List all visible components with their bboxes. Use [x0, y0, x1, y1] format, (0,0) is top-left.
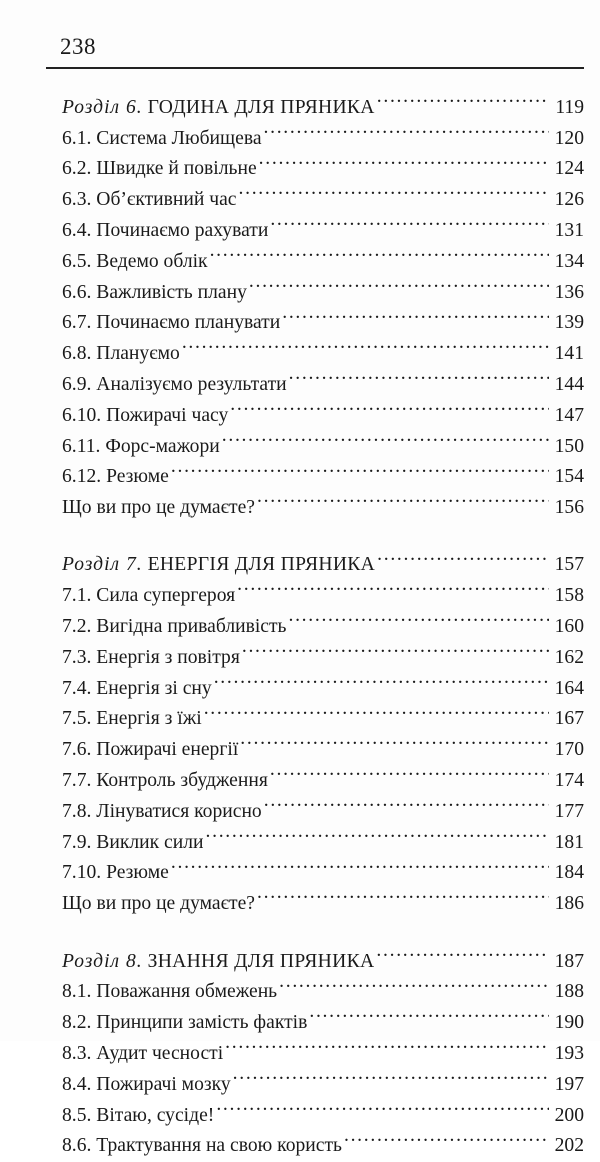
- entry-page-number: 120: [554, 127, 584, 149]
- entry-title: 6.9. Аналізуємо результати: [62, 373, 287, 395]
- dot-leader: [214, 663, 549, 694]
- page-number: 238: [60, 34, 96, 59]
- entry-page-number: 139: [554, 312, 584, 334]
- entry-title: 7.8. Лінуватися корисно: [62, 800, 262, 822]
- dot-leader: [282, 298, 548, 329]
- chapter-label: Розділ 7.: [62, 554, 143, 576]
- entry-title: 6.7. Починаємо планувати: [62, 312, 281, 334]
- entry-page-number: 167: [554, 708, 584, 730]
- dot-leader: [279, 967, 548, 998]
- entry-title: 6.1. Система Любищева: [62, 127, 262, 149]
- dot-leader: [242, 632, 549, 663]
- entry-title: 8.4. Пожирачі мозку: [62, 1073, 231, 1095]
- entry-title: 7.9. Виклик сили: [62, 831, 204, 853]
- entry-title: 8.5. Вітаю, сусіде!: [62, 1104, 215, 1126]
- entry-title: 8.3. Аудит чесності: [62, 1042, 224, 1064]
- entry-title: 8.6. Трактування на свою користь: [62, 1135, 342, 1157]
- dot-leader: [344, 1121, 549, 1152]
- dot-leader: [239, 174, 549, 205]
- entry-title: 7.5. Енергія з їжі: [62, 708, 202, 730]
- entry-page-number: 193: [554, 1042, 584, 1064]
- entry-page-number: 150: [554, 435, 584, 457]
- chapter-name: ЗНАННЯ ДЛЯ ПРЯНИКА: [147, 950, 375, 972]
- dot-leader: [376, 936, 548, 967]
- dot-leader: [182, 328, 549, 359]
- entry-page-number: 202: [554, 1135, 584, 1157]
- dot-leader: [289, 359, 549, 390]
- toc-section: [62, 82, 584, 519]
- dot-leader: [270, 755, 549, 786]
- dot-leader: [249, 267, 549, 298]
- chapter-entry: [62, 82, 584, 118]
- dot-leader: [240, 724, 548, 755]
- chapter-entry: [62, 936, 584, 972]
- dot-leader: [171, 452, 549, 483]
- entry-title: 7.6. Пожирачі енергії: [62, 739, 239, 761]
- entry-title: 7.3. Енергія з повітря: [62, 646, 240, 668]
- dot-leader: [377, 540, 548, 571]
- entry-page-number: 147: [554, 404, 584, 426]
- entry-title: Що ви про це думаєте?: [62, 893, 255, 915]
- entry-title: Що ви про це думаєте?: [62, 497, 255, 519]
- dot-leader: [237, 570, 548, 601]
- chapter-entry: [62, 540, 584, 576]
- entry-page-number: 134: [554, 250, 584, 272]
- dot-leader: [270, 205, 548, 236]
- entry-title: 7.7. Контроль збудження: [62, 770, 268, 792]
- entry-title: 6.3. Об’єктивний час: [62, 189, 237, 211]
- entry-page-number: 164: [554, 677, 584, 699]
- dot-leader: [377, 82, 550, 113]
- entry-page-number: 200: [554, 1104, 584, 1126]
- table-of-contents: [62, 82, 584, 1157]
- chapter-page-number: 119: [555, 96, 584, 118]
- dot-leader: [257, 482, 549, 513]
- entry-title: 6.4. Починаємо рахувати: [62, 219, 269, 241]
- entry-page-number: 144: [554, 373, 584, 395]
- entry-title: 6.11. Форс-мажори: [62, 435, 220, 457]
- dot-leader: [233, 1059, 549, 1090]
- entry-title: 6.8. Плануємо: [62, 343, 180, 365]
- chapter-label: Розділ 6.: [62, 96, 143, 118]
- dot-leader: [257, 878, 549, 909]
- dot-leader: [230, 390, 548, 421]
- dot-leader: [225, 1028, 548, 1059]
- entry-title: 7.4. Енергія зі сну: [62, 677, 212, 699]
- dot-leader: [288, 601, 548, 632]
- dot-leader: [264, 786, 549, 817]
- header-rule: [46, 67, 584, 69]
- chapter-name: ГОДИНА ДЛЯ ПРЯНИКА: [147, 96, 375, 118]
- dot-leader: [264, 113, 549, 144]
- entry-title: 8.1. Поважання обмежень: [62, 981, 278, 1003]
- chapter-name: ЕНЕРГІЯ ДЛЯ ПРЯНИКА: [147, 554, 376, 576]
- entry-page-number: 181: [554, 831, 584, 853]
- entry-title: 7.1. Сила супергероя: [62, 585, 236, 607]
- entry-page-number: 162: [554, 646, 584, 668]
- entry-title: 6.2. Швидке й повільне: [62, 158, 257, 180]
- toc-section: [62, 540, 584, 915]
- entry-title: 6.12. Резюме: [62, 466, 169, 488]
- dot-leader: [222, 421, 549, 452]
- dot-leader: [259, 144, 549, 175]
- entry-page-number: 174: [554, 770, 584, 792]
- entry-page-number: 188: [554, 981, 584, 1003]
- dot-leader: [309, 997, 548, 1028]
- entry-page-number: 184: [554, 862, 584, 884]
- dot-leader: [206, 817, 549, 848]
- entry-title: 6.6. Важливість плану: [62, 281, 247, 303]
- entry-page-number: 197: [554, 1073, 584, 1095]
- entry-page-number: 131: [554, 219, 584, 241]
- entry-page-number: 154: [554, 466, 584, 488]
- toc-section: [62, 936, 584, 1157]
- entry-title: 6.5. Ведемо облік: [62, 250, 208, 272]
- chapter-page-number: 157: [554, 554, 584, 576]
- dot-leader: [210, 236, 549, 267]
- entry-page-number: 170: [554, 739, 584, 761]
- entry-page-number: 158: [554, 585, 584, 607]
- chapter-page-number: 187: [554, 950, 584, 972]
- dot-leader: [171, 848, 549, 879]
- entry-page-number: 124: [554, 158, 584, 180]
- entry-page-number: 156: [554, 497, 584, 519]
- entry-title: 7.10. Резюме: [62, 862, 169, 884]
- entry-title: 7.2. Вигідна привабливість: [62, 616, 287, 638]
- dot-leader: [204, 694, 549, 725]
- entry-page-number: 136: [554, 281, 584, 303]
- dot-leader: [216, 1090, 548, 1121]
- entry-page-number: 177: [554, 800, 584, 822]
- entry-page-number: 190: [554, 1012, 584, 1034]
- chapter-label: Розділ 8.: [62, 950, 143, 972]
- entry-page-number: 186: [554, 893, 584, 915]
- entry-title: 6.10. Пожирачі часу: [62, 404, 229, 426]
- entry-page-number: 160: [554, 616, 584, 638]
- entry-page-number: 126: [554, 189, 584, 211]
- entry-page-number: 141: [554, 343, 584, 365]
- entry-title: 8.2. Принципи замість фактів: [62, 1012, 308, 1034]
